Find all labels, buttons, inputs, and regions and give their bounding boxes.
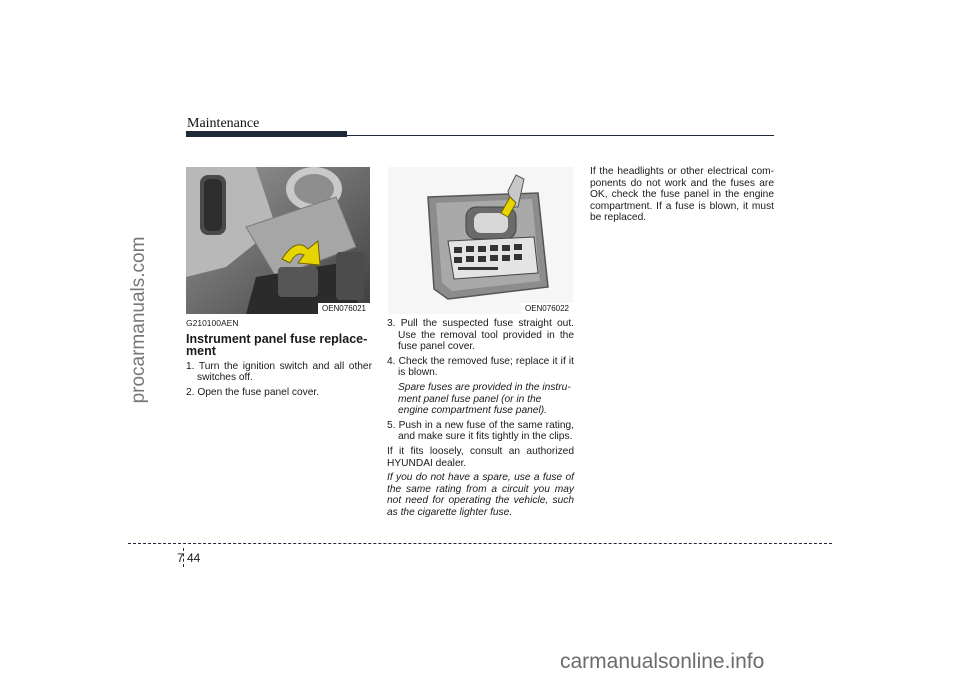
pedal-area-image: [186, 167, 370, 314]
header-bar: [186, 131, 347, 137]
step-item: 5. Push in a new fuse of the same rating, and make sure it fits tightly in the clips.: [387, 419, 574, 443]
note-text: Spare fuses are provided in the instru-ment panel fuse panel (or in the engine compartment fuse panel).: [398, 381, 571, 417]
fuse-panel-image: [388, 167, 573, 314]
step-item: 1. Turn the ignition switch and all other switches off.: [186, 360, 372, 384]
step-item: 2. Open the fuse panel cover.: [186, 386, 320, 398]
column-2: [387, 318, 574, 519]
bottom-watermark: carmanualsonline.info: [560, 650, 765, 673]
body-paragraph: If it fits loosely, consult an authorized HYUNDAI dealer.: [387, 445, 574, 469]
section-code: G210100AEN: [186, 318, 239, 328]
chapter-number: 7: [177, 551, 184, 565]
fuse-panel-cover-photo: [388, 167, 573, 314]
pedal-area-fuse-cover-photo: [186, 167, 370, 314]
body-paragraph: If the headlights or other electrical com-ponents do not work and the fuses are OK, check the fuse panel in the engine compartment. If a fuse is blown, it must be replaced.: [590, 166, 774, 224]
image-code: OEN076021: [318, 303, 370, 314]
header-rule: [347, 135, 774, 136]
side-watermark: [128, 236, 168, 404]
section-heading: Instrument panel fuse replace-ment: [186, 331, 368, 359]
footer-rule: [128, 543, 832, 544]
side-watermark-text: procarmanuals.com: [128, 236, 149, 404]
page-number: 44: [187, 551, 201, 565]
italic-paragraph: If you do not have a spare, use a fuse of the same rating from a circuit you may not need for operating the vehicle, such as the cigarette lighter fuse.: [387, 472, 574, 518]
column-1: [186, 318, 372, 401]
step-item: 4. Check the removed fuse; replace it if it is blown.: [387, 355, 574, 379]
step-item: 3. Pull the suspected fuse straight out. Use the removal tool provided in the fuse panel cover.: [387, 318, 574, 353]
footer-divider: [183, 548, 184, 567]
section-title: Maintenance: [187, 116, 260, 131]
column-3: [590, 166, 774, 227]
image-code: OEN076022: [521, 303, 573, 314]
